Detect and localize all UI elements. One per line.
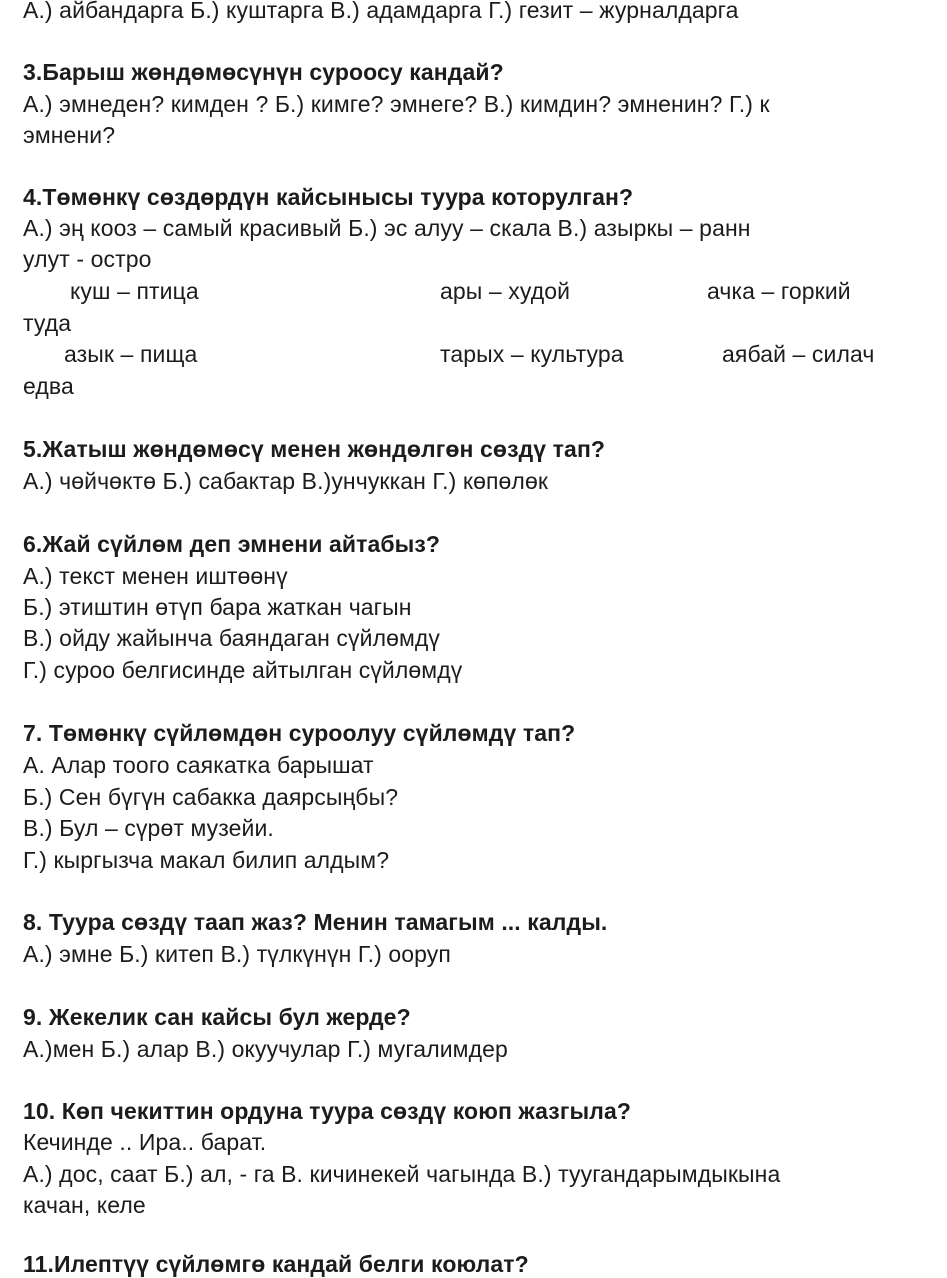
question-title: 10. Көп чекиттин ордуна туура сөздү коюп жазгыла? xyxy=(23,1098,631,1124)
answer-option-d: Г.) кыргызча макал билип алдым? xyxy=(23,847,390,873)
translation-row xyxy=(64,340,197,368)
translation-item: аябай – силач xyxy=(722,341,875,367)
answer-option-b: Б.) Сен бүгүн сабакка даярсыңбы? xyxy=(23,784,399,810)
answer-option-c: В.) ойду жайынча баяндаган сүйлөмдү xyxy=(23,625,441,651)
question-prompt: Кечинде .. Ира.. барат. xyxy=(23,1129,267,1155)
answer-option-a: А.) текст менен иштөөнү xyxy=(23,563,288,589)
answer-options-continued: улут - остро xyxy=(23,246,152,272)
answer-option-a: А. Алар тоого саякатка барышат xyxy=(23,752,374,778)
answer-options: А.) эмне Б.) китеп В.) түлкүнүн Г.) ооруп xyxy=(23,941,451,967)
translation-item: тарых – культура xyxy=(440,341,624,367)
answer-options: А.) дос, саат Б.) ал, - га В. кичинекей чагында В.) туугандарымдыкына xyxy=(23,1161,781,1187)
translation-item: ары – худой xyxy=(440,278,571,304)
translation-item: ачка – горкий xyxy=(707,278,851,304)
question-title: 7. Төмөнкү сүйлөмдөн суроолуу сүйлөмдү тап? xyxy=(23,720,576,746)
answer-line-partial-top: А.) айбандарга Б.) куштарга В.) адамдарга Г.) гезит – журналдарга xyxy=(23,0,739,23)
answer-options: А.) эмнеден? кимден ? Б.) кимге? эмнеге? В.) кимдин? эмненин? Г.) к xyxy=(23,91,770,117)
answer-option-c: В.) Бул – сүрөт музейи. xyxy=(23,815,274,841)
answer-options-continued: туда xyxy=(23,310,72,336)
question-11-partial: 11.Илептүү сүйлөмгө кандай белги коюлат? xyxy=(23,1251,529,1277)
translation-item: куш – птица xyxy=(70,278,199,304)
question-title: 3.Барыш жөндөмөсүнүн суроосу кандай? xyxy=(23,59,504,85)
question-title: 6.Жай сүйлөм деп эмнени айтабыз? xyxy=(23,531,441,557)
answer-options: А.) чөйчөктө Б.) сабактар В.)унчуккан Г.) көпөлөк xyxy=(23,468,548,494)
translation-row xyxy=(70,277,199,305)
question-title: 5.Жатыш жөндөмөсү менен жөндөлгөн сөздү тап? xyxy=(23,436,606,462)
question-title: 9. Жекелик сан кайсы бул жерде? xyxy=(23,1004,411,1030)
question-title: 8. Туура сөздү таап жаз? Менин тамагым ... калды. xyxy=(23,909,608,935)
question-title: 4.Төмөнкү сөздөрдүн кайсынысы туура которулган? xyxy=(23,184,634,210)
answer-options: А.)мен Б.) алар В.) окуучулар Г.) мугалимдер xyxy=(23,1036,508,1062)
answer-options: А.) эң кооз – самый красивый Б.) эс алуу – скала В.) азыркы – ранн xyxy=(23,215,751,241)
answer-options-continued: качан, келе xyxy=(23,1192,146,1218)
answer-option-d: Г.) суроо белгисинде айтылган сүйлөмдү xyxy=(23,657,463,683)
answer-options-continued: едва xyxy=(23,373,74,399)
translation-item: азык – пища xyxy=(64,341,198,367)
answer-options-continued: эмнени? xyxy=(23,122,116,148)
answer-option-b: Б.) этиштин өтүп бара жаткан чагын xyxy=(23,594,412,620)
